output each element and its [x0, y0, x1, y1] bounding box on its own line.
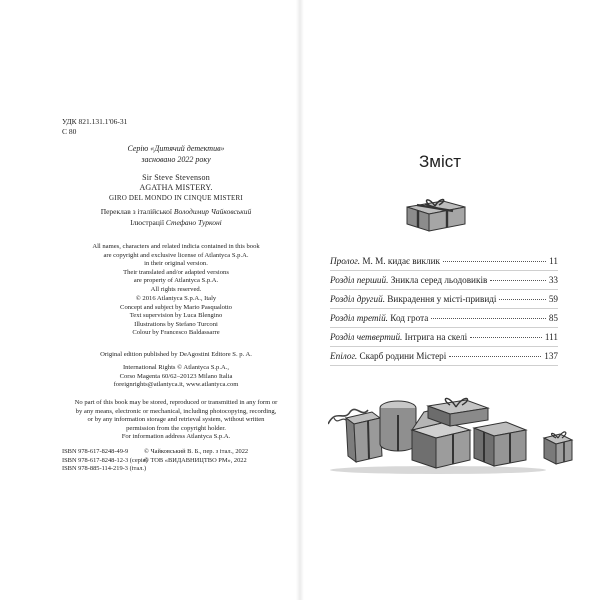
translation-copyright — [144, 448, 248, 465]
intl-line: Corso Magenta 60/62–20123 Milano Italia — [119, 372, 233, 380]
isbn-block — [62, 448, 148, 474]
toc-entry[interactable] — [330, 347, 558, 366]
publisher-copyright-line: © ТОВ «ВИДАВНИЦТВО РМ», 2022 — [144, 456, 247, 464]
series-line: засновано 2022 року — [141, 154, 211, 164]
author-mark: С 80 — [62, 127, 77, 136]
toc-leader — [443, 261, 546, 262]
gift-box-icon — [403, 193, 469, 233]
toc-leader — [499, 299, 545, 300]
toc-entry[interactable] — [330, 328, 558, 347]
illustrator-label: Ілюстрації — [130, 217, 165, 227]
notice-line: permission from the copyright holder. — [126, 424, 226, 432]
translator-name: Володимир Чайковський — [173, 207, 252, 216]
toc-leader — [470, 337, 542, 338]
toc-entry-label: Розділ другий. — [330, 294, 385, 304]
toc-entry-title: Код грота — [390, 313, 429, 323]
illustrator-line — [62, 218, 290, 229]
toc-entry-page: 137 — [544, 351, 558, 361]
toc-entry-title: Викрадення у місті-привиді — [387, 294, 497, 304]
rights-line: in their original version. — [144, 260, 208, 268]
contents-list — [330, 252, 558, 366]
original-title — [62, 173, 290, 203]
toc-entry-title: М. М. кидає виклик — [362, 256, 440, 266]
rights-line: are copyright and exclusive license of Atlantyca S.p.A. — [103, 251, 249, 259]
toc-entry-title: Інтрига на скелі — [404, 332, 468, 342]
international-rights — [62, 364, 290, 390]
toc-entry-label: Розділ перший. — [330, 275, 389, 285]
toc-leader — [431, 318, 546, 319]
toc-entry-page: 33 — [548, 275, 558, 285]
copyright-block — [62, 295, 290, 338]
intl-line: International Rights © Atlantyca S.p.A., — [122, 364, 230, 371]
gift-pile-illustration — [328, 378, 580, 476]
toc-entry-page: 59 — [548, 294, 558, 304]
isbn-line: ISBN 978-885-114-219-3 (італ.) — [62, 465, 147, 472]
toc-entry-label: Розділ четвертий. — [330, 332, 403, 342]
contents-title: Зміст — [418, 152, 462, 171]
credits — [62, 207, 290, 228]
rights-notice — [62, 243, 290, 295]
translator-line — [62, 207, 290, 218]
copyright-line: Colour by Francesco Baldassarre — [132, 329, 220, 337]
toc-entry-page: 11 — [549, 256, 558, 266]
reproduction-notice — [62, 399, 290, 442]
book-subtitle: GIRO DEL MONDO IN CINQUE MISTERI — [109, 194, 243, 202]
toc-entry-label: Пролог. — [330, 256, 361, 266]
toc-entry-label: Епілог. — [330, 351, 358, 361]
translation-copyright-line: © Чайковський В. Б., пер. з італ., 2022 — [144, 448, 249, 455]
intl-line: foreignrights@atlantyca.it, www.atlantyca.com — [113, 381, 239, 389]
series-note — [62, 144, 290, 165]
copyright-line: © 2016 Atlantyca S.p.A., Italy — [135, 295, 217, 302]
rights-line: Their translated and/or adapted versions — [123, 268, 229, 276]
toc-leader — [490, 280, 545, 281]
contents-page — [300, 0, 600, 600]
toc-entry[interactable] — [330, 271, 558, 290]
notice-line: For information address Atlantyca S.p.A. — [121, 433, 231, 441]
illustrator-name: Стефано Турконі — [165, 217, 222, 227]
toc-entry-title: Скарб родини Містері — [359, 351, 447, 361]
toc-leader — [449, 356, 541, 357]
toc-entry-page: 111 — [544, 332, 558, 342]
translator-label: Переклав з італійської — [100, 207, 173, 216]
rights-line: All names, characters and related indicia contained in this book — [92, 243, 260, 250]
original-edition: Original edition published by DeAgostini Editore S. p. A. — [100, 351, 252, 358]
udk-block — [62, 117, 127, 137]
author-name: Sir Steve Stevenson — [142, 173, 210, 182]
copyright-line: Text supervision by Luca Blengino — [129, 312, 223, 320]
copyright-line: Illustrations by Stefano Turconi — [134, 320, 218, 328]
toc-entry[interactable] — [330, 309, 558, 328]
isbn-line: ISBN 978-617-8248-12-3 (серія) — [62, 456, 148, 464]
copyright-line: Concept and subject by Mario Pasqualotto — [120, 303, 232, 311]
book-title: AGATHA MISTERY. — [139, 183, 213, 192]
notice-line: No part of this book may be stored, reproduced or transmitted in any form or — [74, 399, 278, 406]
isbn-line: ISBN 978-617-8248-49-9 — [62, 448, 129, 455]
toc-entry-label: Розділ третій. — [330, 313, 388, 323]
rights-line: All rights reserved. — [150, 285, 202, 293]
udk-code: УДК 821.131.1'06-31 — [62, 117, 128, 126]
toc-entry[interactable] — [330, 252, 558, 271]
notice-line: or by any information storage and retrieval system, without written — [87, 416, 265, 424]
toc-entry-title: Зникла серед льодовиків — [390, 275, 488, 285]
notice-line: by any means, electronic or mechanical, including photocopying, recording, — [75, 407, 277, 415]
toc-entry[interactable] — [330, 290, 558, 309]
series-line: Серію «Дитячий детектив» — [127, 144, 225, 153]
toc-entry-page: 85 — [548, 313, 558, 323]
rights-line: are property of Atlantyca S.p.A. — [133, 277, 219, 285]
